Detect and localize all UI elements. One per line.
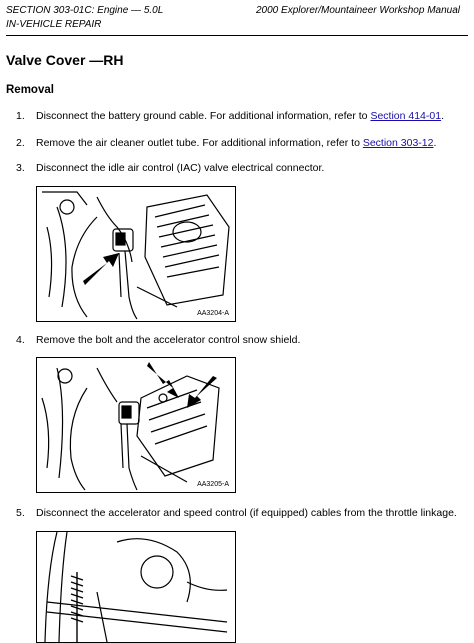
step-number: 4. bbox=[16, 334, 25, 346]
engine-illustration bbox=[37, 187, 235, 321]
step-number: 1. bbox=[16, 110, 25, 122]
figure-snow-shield bbox=[36, 357, 236, 493]
step-text: Remove the bolt and the accelerator control snow shield. bbox=[36, 334, 301, 346]
step-1 bbox=[16, 110, 444, 122]
step-punct: . bbox=[441, 110, 444, 122]
header-section: SECTION 303-01C: Engine — 5.0L bbox=[6, 5, 164, 16]
page-title: Valve Cover —RH bbox=[6, 52, 124, 68]
step-5 bbox=[16, 507, 457, 519]
step-2 bbox=[16, 137, 436, 149]
section-303-12-link[interactable]: Section 303-12 bbox=[362, 137, 434, 149]
header-subsection: IN-VEHICLE REPAIR bbox=[6, 19, 102, 30]
throttle-illustration bbox=[37, 532, 235, 642]
callout-arrow bbox=[83, 253, 119, 285]
step-text: Disconnect the idle air control (IAC) valve electrical connector. bbox=[36, 162, 325, 174]
step-number: 2. bbox=[16, 137, 25, 149]
section-414-01-link[interactable]: Section 414-01 bbox=[370, 110, 442, 122]
section-subtitle: Removal bbox=[6, 84, 54, 96]
step-4 bbox=[16, 334, 300, 346]
step-text: Disconnect the battery ground cable. For additional information, refer to bbox=[36, 110, 371, 122]
header-manual-title: 2000 Explorer/Mountaineer Workshop Manual bbox=[256, 5, 460, 16]
step-text: Disconnect the accelerator and speed control (if equipped) cables from the throttle linkage. bbox=[36, 507, 457, 519]
engine-illustration bbox=[37, 358, 235, 492]
step-number: 5. bbox=[16, 507, 25, 519]
figure-label: AA3204-A bbox=[197, 310, 229, 317]
figure-throttle-linkage bbox=[36, 531, 236, 643]
figure-iac-connector bbox=[36, 186, 236, 322]
step-text: Remove the air cleaner outlet tube. For additional information, refer to bbox=[36, 137, 363, 149]
step-3 bbox=[16, 162, 324, 174]
header-divider bbox=[6, 35, 468, 36]
page-header bbox=[6, 4, 468, 34]
step-punct: . bbox=[433, 137, 437, 149]
figure-label: AA3205-A bbox=[197, 481, 229, 488]
step-number: 3. bbox=[16, 162, 25, 174]
